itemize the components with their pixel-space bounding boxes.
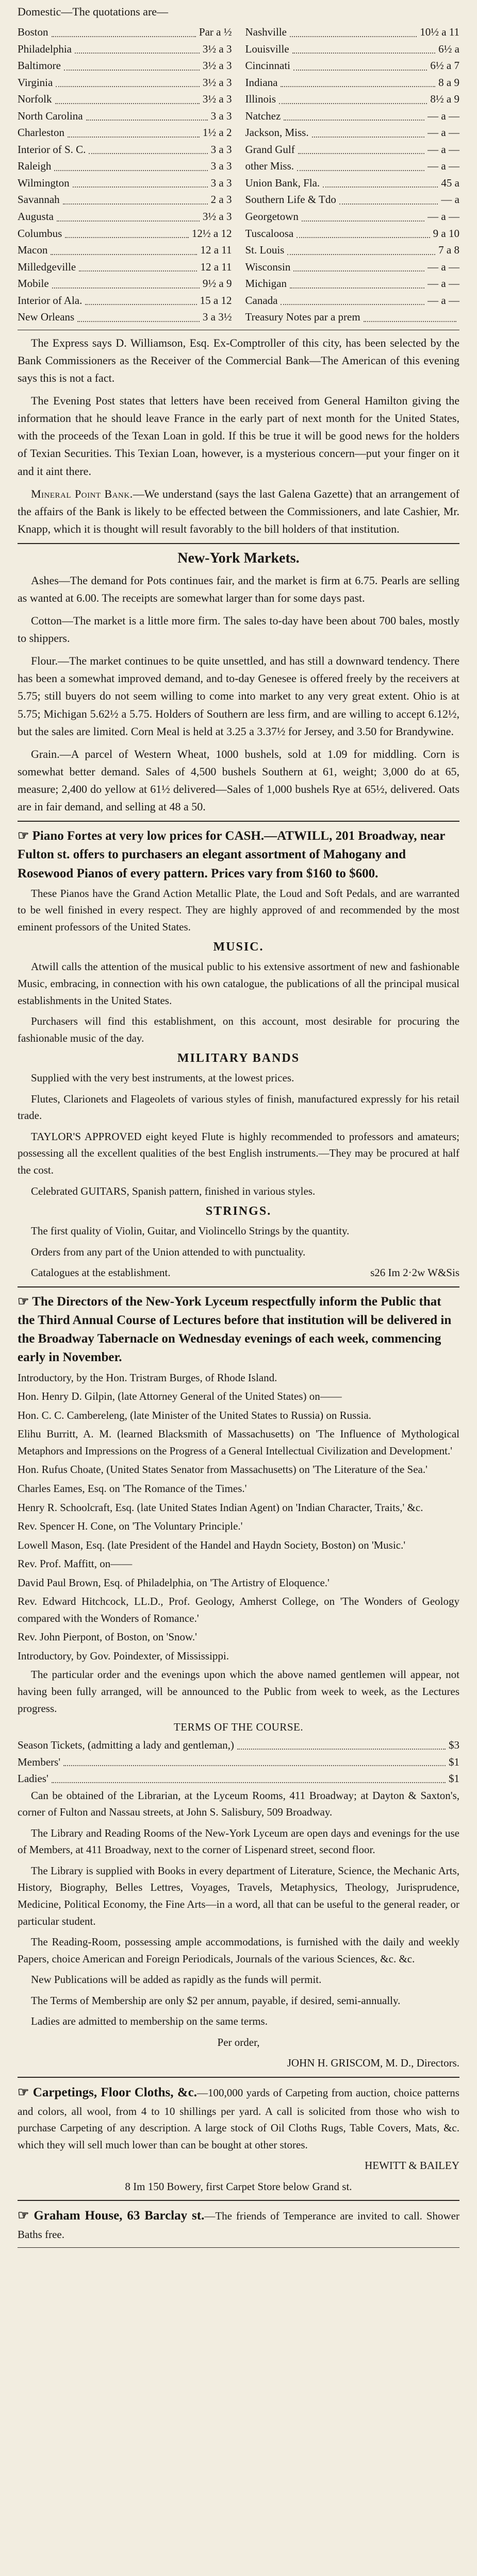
lecture-item: Hon. Henry D. Gilpin, (late Attorney General of the United States) on—— [18, 1390, 342, 1403]
leader-dots [56, 74, 200, 88]
divider [18, 821, 459, 822]
leader-dots [281, 292, 424, 306]
lyceum-particular: The particular order and the evenings upon which the above named gentlemen will appear, not having been fully arranged, will be announced to the Public from week to week, as the Lectures progress. [18, 1668, 459, 1715]
leader-dots [312, 124, 425, 138]
music-body-2: Purchasers will find this establishment, on this account, most desirable for procuring the fashionable music of the day. [18, 1015, 459, 1044]
quotation-place: other Miss. [245, 160, 294, 173]
music-heading: MUSIC. [213, 940, 264, 954]
music-body: Atwill calls the attention of the musical public to his extensive assortment of new and fashionable Music, embracing, in connection with his own catalogue, the publications of all the principal musical establishments in the United States. [18, 960, 459, 1007]
quotation-rate: 8½ a 9 [430, 93, 459, 106]
quotations-right-column [245, 24, 460, 326]
quotation-row [245, 108, 460, 125]
quotation-rate: — a — [427, 260, 459, 273]
leader-dots [63, 191, 208, 205]
lecture-item: David Paul Brown, Esq. of Philadelphia, on 'The Artistry of Eloquence.' [18, 1576, 330, 1589]
leader-dots [52, 275, 200, 289]
express-paragraph: The Express says D. Williamson, Esq. Ex-Comptroller of this city, has been selected by the Bank Commissioners as the Receiver of the Commercial Bank—The American of this evening says this is not a fact. [18, 336, 459, 385]
quotation-place: Charleston [18, 126, 64, 139]
lyceum-ladies: Ladies are admitted to membership on the same terms. [31, 2015, 268, 2028]
quotation-place: Natchez [245, 109, 281, 122]
quotation-place: Interior of Ala. [18, 294, 83, 307]
strings-body: The first quality of Violin, Guitar, and Violincello Strings by the quantity. [31, 1225, 350, 1238]
quotation-rate: 9½ a 9 [202, 277, 232, 290]
quotation-place: Canada [245, 294, 278, 307]
military-body: Supplied with the very best instruments, at the lowest prices. [31, 1072, 294, 1084]
lyceum-signed: JOHN H. GRISCOM, M. D., Directors. [287, 2057, 459, 2070]
ticket-price: $1 [449, 1772, 459, 1785]
quotation-rate: 45 a [441, 176, 459, 189]
carpetings-firm: HEWITT & BAILEY [365, 2159, 459, 2172]
quotation-place: Raleigh [18, 160, 52, 173]
ashes-paragraph: Ashes—The demand for Pots continues fair, and the market is firm at 6.75. Pearls are selling as wanted at 6.00. The receipts are somewhat larger than for some days past. [18, 573, 459, 604]
leader-dots [292, 41, 436, 54]
quotation-place: Michigan [245, 277, 287, 290]
quotations-intro: Domestic—The quotations are— [18, 5, 169, 18]
quotation-place: Boston [18, 26, 48, 38]
mineral-point-paragraph [18, 485, 459, 538]
leader-dots [287, 242, 435, 255]
leader-dots [52, 24, 196, 37]
leader-dots [64, 57, 200, 71]
piano-advertisement [18, 827, 459, 1281]
divider [18, 543, 459, 544]
quotation-row [18, 108, 232, 125]
quotation-place: Baltimore [18, 59, 61, 72]
quotation-rate: — a [441, 193, 459, 206]
quotation-place: Illinois [245, 93, 276, 106]
leader-dots [89, 141, 207, 155]
leader-dots [293, 259, 424, 272]
lecture-item: Hon. C. C. Cambereleng, (late Minister of the United States to Russia) on Russia. [18, 1409, 371, 1421]
lecture-item: Elihu Burritt, A. M. (learned Blacksmith of Massachusetts) on 'The Influence of Mythological Metaphors and Impressions on the Progress of a General Intellectual Civilization and Development.' [18, 1428, 459, 1457]
divider [18, 2077, 459, 2078]
quotation-place: New Orleans [18, 311, 75, 324]
quotation-place: Union Bank, Fla. [245, 176, 320, 189]
quotation-rate: — a — [427, 277, 459, 290]
carpetings-heading: ☞ Carpetings, Floor Cloths, &c. [18, 2085, 198, 2099]
carpetings-address: 8 Im 150 Bowery, first Carpet Store below Grand st. [125, 2180, 352, 2193]
terms-heading: TERMS OF THE COURSE. [173, 1721, 304, 1734]
carpetings-body: —100,000 yards of Carpeting from auction, choice patterns and colors, all wool, from 4 to 10 shillings per yard. A call is solicited from those who wish to purchase Carpeting of any description. A large stock of Oil Cloths Rugs, Table Covers, Mats, &c. which they will sell much lower than can be bought at other stores. [18, 2086, 459, 2151]
graham-text [18, 2206, 459, 2243]
evening-post-paragraph: The Evening Post states that letters have been received from General Hamilton giving the information that he should leave France in the early part of next month for the United States, with the proceeds of the Texan Loan in gold. If this be true it will be good news for the holders of Texian Securities. This Texian Loan, however, is a mysterious concern—put your finger on it and it aint there. [18, 394, 459, 478]
quotation-rate: 9 a 10 [433, 227, 459, 240]
quotation-row [245, 242, 460, 259]
quotation-row [245, 309, 460, 326]
quotation-rate: — a — [427, 294, 459, 307]
ticket-label: Season Tickets, (admitting a lady and gentleman,) [18, 1739, 234, 1752]
leader-dots [54, 158, 207, 171]
leader-dots [302, 208, 424, 222]
quotation-row [245, 292, 460, 309]
quotation-row [245, 141, 460, 158]
military-body-2: Flutes, Clarionets and Flageolets of various styles of finish, manufactured expressly for his retail trade. [18, 1092, 459, 1122]
quotation-row [18, 41, 232, 58]
lecture-item: Rev. Prof. Maffitt, on—— [18, 1557, 133, 1570]
quotation-rate: 3½ a 3 [202, 210, 232, 223]
leader-dots [237, 1737, 446, 1750]
mineral-point-text: —We understand (says the last Galena Gazette) that an arrangement of the affairs of the Bank is likely to be effected between the Commissioners, and late Cashier, Mr. Knapp, which it is thought will result favorably to the bill holders of that institution. [18, 487, 460, 535]
quotation-row [245, 191, 460, 208]
quotation-rate: — a — [427, 160, 459, 173]
leader-dots [290, 275, 424, 289]
leader-dots [297, 225, 430, 239]
leader-dots [281, 74, 435, 88]
quotation-row [18, 91, 232, 108]
ticket-label: Members' [18, 1755, 61, 1768]
leader-dots [279, 91, 427, 104]
quotation-row [18, 275, 232, 292]
lyceum-library: The Library and Reading Rooms of the New-York Lyceum are open days and evenings for the use of Members, at 411 Broadway, next to the corner of Lispenard street, second floor. [18, 1826, 459, 1856]
quotation-place: Milledgeville [18, 260, 76, 273]
leader-dots [75, 41, 200, 54]
strings-catalogue-line [18, 1264, 459, 1281]
quotation-place: Tuscaloosa [245, 227, 294, 240]
leader-dots [52, 1770, 446, 1783]
strings-signoff: s26 Im 2·2w W&Sis [370, 1266, 459, 1279]
lyceum-terms: The Terms of Membership are only $2 per annum, payable, if desired, semi-annually. [31, 1994, 401, 2007]
leader-dots [77, 309, 200, 322]
quotation-rate: 6½ a [438, 42, 459, 55]
quotation-rate: 3 a 3 [210, 176, 232, 189]
quotation-place: Wilmington [18, 176, 70, 189]
quotation-place: Jackson, Miss. [245, 126, 309, 139]
leader-dots [57, 208, 200, 222]
leader-dots [339, 191, 438, 205]
lecture-item: Introductory, by the Hon. Tristram Burges, of Rhode Island. [18, 1371, 277, 1384]
quotation-row [245, 225, 460, 242]
quotation-rate: Par a ½ [199, 26, 232, 38]
lecture-item: Henry R. Schoolcraft, Esq. (late United States Indian Agent) on 'Indian Character, Traits,' &c. [18, 1501, 423, 1514]
graham-advertisement [18, 2206, 459, 2243]
quotation-row [245, 24, 460, 41]
quotation-place: North Carolina [18, 109, 83, 122]
quotation-place: Grand Gulf [245, 143, 295, 156]
leader-dots [284, 108, 424, 121]
divider [18, 2200, 459, 2201]
quotation-rate: 7 a 8 [438, 244, 459, 257]
lecture-item: Rev. Spencer H. Cone, on 'The Voluntary Principle.' [18, 1520, 243, 1533]
quotation-place: St. Louis [245, 244, 285, 257]
quotation-rate: 1½ a 2 [202, 126, 232, 139]
ticket-row [18, 1770, 459, 1787]
carpetings-advertisement [18, 2083, 459, 2195]
quotation-place: Interior of S. C. [18, 143, 86, 156]
ticket-row [18, 1737, 459, 1754]
quotation-rate: 3 a 3½ [202, 311, 232, 324]
quotation-row [18, 124, 232, 141]
lyceum-heading: ☞ The Directors of the New-York Lyceum respectfully inform the Public that the Third Annual Course of Lectures before that institution will be delivered in the Broadway Tabernacle on Wednesday evenings of each week, commencing early in November. [18, 1294, 452, 1365]
lyceum-obtained: Can be obtained of the Librarian, at the Lyceum Rooms, 411 Broadway; at Dayton & Saxton's, corner of Fulton and Nassau streets, at John S. Salisbury, 509 Broadway. [18, 1789, 459, 1819]
military-body-4: Celebrated GUITARS, Spanish pattern, finished in various styles. [31, 1184, 316, 1197]
divider [18, 2247, 459, 2248]
quotation-place: Indiana [245, 76, 278, 89]
quotation-place: Cincinnati [245, 59, 290, 72]
lecture-item: Hon. Rufus Choate, (United States Senator from Massachusetts) on 'The Literature of the Sea.' [18, 1463, 427, 1476]
quotation-row [245, 41, 460, 58]
leader-dots [79, 259, 197, 272]
leader-dots [63, 1754, 446, 1767]
quotation-place: Virginia [18, 76, 53, 89]
quotation-row [245, 91, 460, 108]
lecture-item: Lowell Mason, Esq. (late President of the Handel and Haydn Society, Boston) on 'Music.' [18, 1538, 406, 1551]
quotation-row [18, 158, 232, 175]
leader-dots [86, 108, 208, 121]
quotations-left-column [18, 24, 232, 326]
piano-heading: ☞ Piano Fortes at very low prices for CASH.—ATWILL, 201 Broadway, near Fulton st. offers to purchasers an elegant assortment of Mahogany and Rosewood Pianos of every pattern. Prices vary from $160 to $600. [18, 829, 445, 880]
quotation-rate: 15 a 12 [200, 294, 232, 307]
quotation-place: Savannah [18, 193, 60, 206]
quotation-row [18, 24, 232, 41]
quotation-row [18, 242, 232, 259]
graham-body: —The friends of Temperance are invited to call. Shower Baths free. [18, 2210, 459, 2241]
quotation-place: Augusta [18, 210, 54, 223]
quotation-row [245, 275, 460, 292]
quotation-row [245, 74, 460, 91]
quotation-place: Southern Life & Tdo [245, 193, 336, 206]
lecture-list [18, 1369, 459, 1665]
lyceum-publications: New Publications will be added as rapidly as the funds will permit. [31, 1973, 322, 1986]
lecture-item: Rev. Edward Hitchcock, LL.D., Prof. Geology, Amherst College, on 'The Wonders of Geology compared with the Wonders of Romance.' [18, 1595, 459, 1624]
quotations-section [18, 5, 459, 326]
leader-dots [85, 292, 196, 306]
quotation-place: Norfolk [18, 93, 52, 106]
piano-body: These Pianos have the Grand Action Metallic Plate, the Loud and Soft Pedals, and are warranted to be well finished in every respect. They are highly approved of and recommended by the most eminent professors of the United States. [18, 887, 459, 933]
quotation-rate: 12 a 11 [200, 260, 232, 273]
strings-heading: STRINGS. [205, 1205, 272, 1218]
lecture-item: Introductory, by Gov. Poindexter, of Mississippi. [18, 1649, 229, 1662]
military-body-3: TAYLOR'S APPROVED eight keyed Flute is highly recommended to professors and amateurs; possessing all the excellent qualities of the best English instruments.—They may be procured at half the cost. [18, 1130, 459, 1176]
lyceum-reading: The Reading-Room, possessing ample accommodations, is furnished with the daily and weekly Papers, choice American and Foreign Periodicals, Journals of the various Sciences, &c. &c. [18, 1936, 459, 1965]
leader-dots [298, 141, 424, 155]
quotation-row [18, 225, 232, 242]
grain-paragraph: Grain.—A parcel of Western Wheat, 1000 bushels, sold at 1.09 for middling. Corn is somewhat better demand. Sales of 4,500 bushels Southern at 61, weight; 3,000 do at 65, measure; 2,400 do yellow at 61½ delivered—Sales of 1,000 bushels Rye at 65½, delivered. Oats are in fair demand, and selling at 48 a 50. [18, 747, 459, 813]
quotation-row [245, 124, 460, 141]
ticket-price: $3 [449, 1739, 459, 1752]
quotation-rate: 3 a 3 [210, 143, 232, 156]
lecture-item: Rev. John Pierpont, of Boston, on 'Snow.' [18, 1631, 197, 1643]
ticket-list [18, 1737, 459, 1787]
leader-dots [55, 91, 200, 104]
quotation-row [18, 191, 232, 208]
leader-dots [293, 57, 427, 71]
quotation-row [18, 259, 232, 276]
quotation-rate: — a — [427, 109, 459, 122]
quotation-place: Wisconsin [245, 260, 291, 273]
leader-dots [51, 242, 197, 255]
mineral-point-label: Mineral Point Bank. [31, 487, 133, 500]
quotation-row [245, 158, 460, 175]
quotation-rate: 12½ a 12 [191, 227, 232, 240]
leader-dots [323, 175, 438, 188]
quotation-row [18, 292, 232, 309]
quotation-row [245, 208, 460, 225]
strings-body-2: Orders from any part of the Union attended to with punctuality. [31, 1245, 306, 1258]
quotation-rate: — a — [427, 210, 459, 223]
quotation-row [18, 57, 232, 74]
quotation-row [18, 141, 232, 158]
quotations-table [18, 24, 459, 326]
quotation-row [245, 259, 460, 276]
quotation-rate: 8 a 9 [438, 76, 459, 89]
quotation-rate: 2 a 3 [210, 193, 232, 206]
lecture-item: Charles Eames, Esq. on 'The Romance of the Times.' [18, 1482, 247, 1495]
quotation-row [245, 57, 460, 74]
quotation-place: Louisville [245, 42, 289, 55]
quotation-place: Mobile [18, 277, 49, 290]
quotation-rate: — a — [427, 143, 459, 156]
lyceum-supplied: The Library is supplied with Books in every department of Literature, Science, the Mechanic Arts, History, Biography, Belles Lettres, Voyages, Travels, Metaphysics, Theology, Jurisprudence, Medicine, Political Economy, the Fine Arts—in a word, all that can be useful to the general reader, or particular student. [18, 1864, 459, 1927]
leader-dots [290, 24, 417, 37]
leader-dots [68, 124, 200, 138]
strings-catalogue: Catalogues at the establishment. [31, 1266, 171, 1279]
flour-paragraph: Flour.—The market continues to be quite unsettled, and has still a downward tendency. There has been a somewhat improved demand, and to-day Genesee is offered freely by the receivers at 5.75; still buyers do not seem willing to come into market to any very great extent. Ohio is at 5.75; Michigan 5.62½ a 5.75. Holders of Southern are less firm, and are willing to accept 6.12½, but the sales are limited. Corn Meal is held at 3.25 a 3.37½ for Jersey, and 3.50 for Brandywine. [18, 654, 459, 738]
quotation-rate: 12 a 11 [200, 244, 232, 257]
quotation-place: Georgetown [245, 210, 299, 223]
quotation-rate: 3½ a 3 [202, 76, 232, 89]
quotation-row [245, 175, 460, 192]
lyceum-advertisement [18, 1293, 459, 2072]
leader-dots [364, 309, 456, 322]
leader-dots [65, 225, 189, 239]
markets-heading: New-York Markets. [177, 550, 300, 566]
divider [18, 1286, 459, 1287]
ticket-price: $1 [449, 1755, 459, 1768]
quotation-rate: 10½ a 11 [420, 26, 459, 38]
quotation-rate: 6½ a 7 [430, 59, 459, 72]
graham-heading: ☞ Graham House, 63 Barclay st. [18, 2209, 205, 2223]
quotation-row [18, 208, 232, 225]
quotation-rate: 3 a 3 [210, 160, 232, 173]
military-heading: MILITARY BANDS [177, 1052, 300, 1065]
lyceum-order: Per order, [217, 2036, 260, 2048]
leader-dots [297, 158, 424, 171]
quotation-place: Columbus [18, 227, 62, 240]
quotation-row [18, 74, 232, 91]
quotation-rate: 3 a 3 [210, 109, 232, 122]
quotation-place: Philadelphia [18, 42, 72, 55]
quotation-rate: — a — [427, 126, 459, 139]
quotation-rate: 3½ a 3 [202, 93, 232, 106]
quotation-place: Macon [18, 244, 48, 257]
quotation-row [18, 309, 232, 326]
leader-dots [73, 175, 208, 188]
ticket-label: Ladies' [18, 1772, 48, 1785]
quotation-row [18, 175, 232, 192]
cotton-paragraph: Cotton—The market is a little more firm. The sales to-day have been about 700 bales, mostly to shippers. [18, 614, 459, 645]
ticket-row [18, 1754, 459, 1771]
quotation-place: Treasury Notes par a prem [245, 311, 360, 324]
quotation-rate: 3½ a 3 [202, 59, 232, 72]
quotation-rate: 3½ a 3 [202, 42, 232, 55]
carpetings-text [18, 2083, 459, 2153]
quotation-place: Nashville [245, 26, 287, 38]
